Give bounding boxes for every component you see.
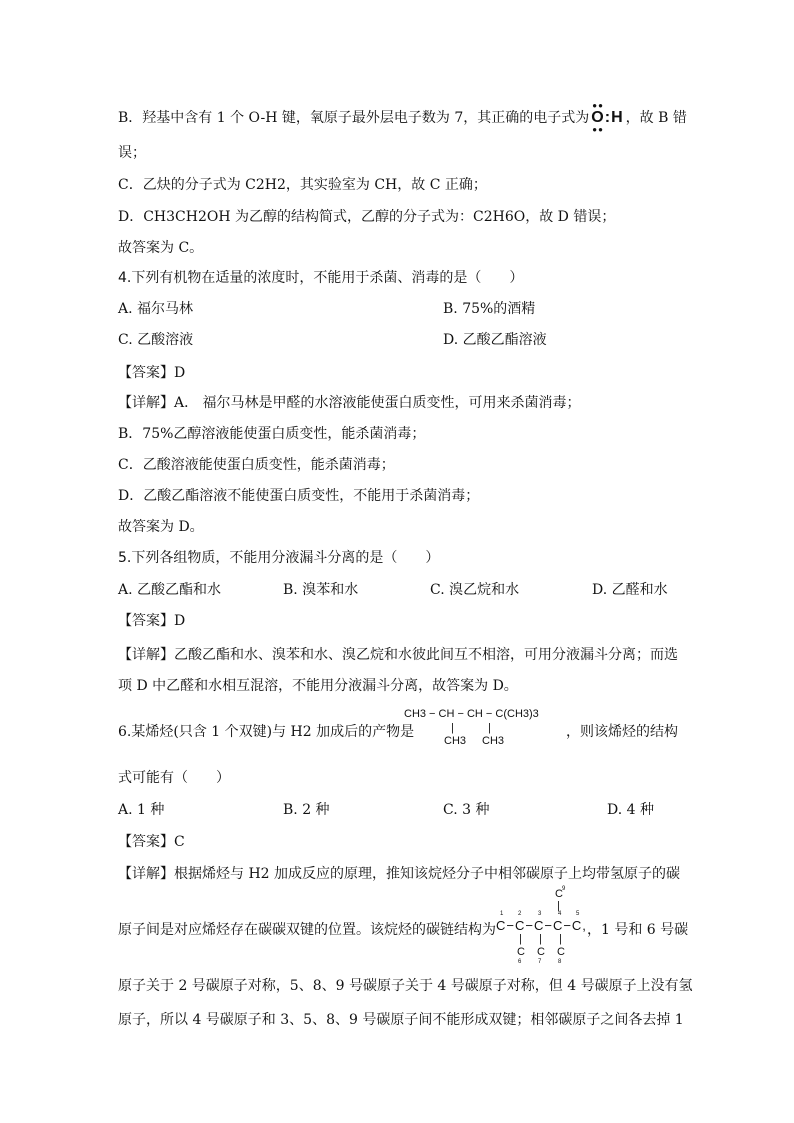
carbon-number-9: 9	[562, 886, 566, 892]
line-b-suffix: ，故 B 错	[625, 110, 687, 126]
lone-pair-dots-bottom: ●●	[592, 125, 604, 134]
bottom-bond-3: |	[559, 933, 562, 945]
q4-option-c: C. 乙酸溶液	[118, 332, 194, 348]
carbon-main-chain: C−C−C−C−C,	[496, 918, 587, 933]
structure-branch-2: CH3	[482, 735, 505, 747]
q6-option-c: C. 3 种	[443, 802, 490, 818]
carbon-chain-structure	[496, 886, 588, 970]
q4-conclusion: 故答案为 D。	[118, 519, 204, 535]
answer-line-3: 故答案为 C。	[118, 240, 204, 256]
carbon-number-5: 5	[576, 911, 580, 917]
q4-option-b: B. 75%的酒精	[443, 301, 536, 317]
question-6-cont: 式可能有（ ）	[118, 770, 230, 786]
q4-option-a: A. 福尔马林	[118, 301, 194, 317]
line-d: D．CH3CH2OH 为乙醇的结构简式，乙醇的分子式为：C2H6O，故 D 错误；	[118, 209, 616, 225]
carbon-number-3: 3	[538, 911, 542, 917]
carbon-number-4: 4	[558, 911, 562, 917]
branch-bond-2: |	[488, 722, 491, 734]
q4-detail-d: D．乙酸乙酯溶液不能使蛋白质变性，不能用于杀菌消毒；	[118, 488, 480, 504]
q5-option-b: B. 溴苯和水	[283, 582, 359, 598]
top-bond: |	[557, 900, 560, 912]
q5-answer: 【答案】D	[118, 613, 186, 629]
electron-formula	[589, 101, 625, 134]
q6-detail-1: 【详解】根据烯烃与 H2 加成反应的原理，推知该烷烃分子中相邻碳原子上均带氢原子的碳	[118, 866, 681, 882]
question-6-prefix: 6.某烯烃(只含 1 个双键)与 H2 加成后的产物是	[118, 724, 415, 740]
q6-detail-2-prefix: 原子间是对应烯烃存在碳碳双键的位置。该烷烃的碳链结构为	[118, 922, 496, 938]
carbon-number-1: 1	[500, 911, 504, 917]
carbon-number-6: 6	[518, 959, 522, 965]
q6-detail-4: 原子，所以 4 号碳原子和 3、5、8、9 号碳原子间不能形成双键；相邻碳原子之间各去掉 1	[118, 1012, 684, 1028]
q5-detail-2: 项 D 中乙醛和水相互混溶，不能用分液漏斗分离，故答案为 D。	[118, 678, 518, 694]
carbon-bottom-8: C	[557, 946, 565, 958]
structure-formula-product	[404, 708, 574, 752]
carbon-number-7: 7	[538, 959, 542, 965]
line-c: C．乙炔的分子式为 C2H2，其实验室为 CH，故 C 正确；	[118, 177, 487, 193]
q6-option-b: B. 2 种	[283, 802, 330, 818]
q6-answer: 【答案】C	[118, 834, 185, 850]
line-b	[118, 101, 687, 134]
q4-detail-a: 【详解】A． 福尔马林是甲醛的水溶液能使蛋白质变性，可用来杀菌消毒；	[118, 395, 581, 411]
carbon-number-2: 2	[518, 911, 522, 917]
q6-option-a: A. 1 种	[118, 802, 165, 818]
bottom-bond-2: |	[539, 933, 542, 945]
carbon-bottom-7: C	[537, 946, 545, 958]
q5-detail-1: 【详解】乙酸乙酯和水、溴苯和水、溴乙烷和水彼此间互不相溶，可用分液漏斗分离；而选	[118, 647, 678, 663]
carbon-top: C	[555, 888, 563, 900]
bottom-bond-1: |	[519, 933, 522, 945]
structure-branch-1: CH3	[444, 735, 467, 747]
carbon-number-8: 8	[558, 959, 562, 965]
q5-option-d: D. 乙醛和水	[592, 582, 668, 598]
structure-main-chain: CH3 − CH − CH − C(CH3)3	[404, 708, 539, 720]
q6-option-d: D. 4 种	[607, 802, 654, 818]
q4-detail-b: B．75%乙醇溶液能使蛋白质变性，能杀菌消毒；	[118, 426, 426, 442]
branch-bond-1: |	[451, 722, 454, 734]
q6-detail-2-suffix: ，1 号和 6 号碳	[587, 922, 689, 938]
question-6-suffix: ，则该烯烃的结构	[566, 724, 678, 740]
q4-option-d: D. 乙酸乙酯溶液	[443, 332, 547, 348]
electron-formula-text: O:H	[591, 109, 624, 126]
line-b-prefix: B．羟基中含有 1 个 O-H 键，氧原子最外层电子数为 7，其正确的电子式为	[118, 110, 590, 126]
q4-answer: 【答案】D	[118, 365, 186, 381]
q6-detail-3: 原子关于 2 号碳原子对称，5、8、9 号碳原子关于 4 号碳原子对称，但 4 号碳原子上没有氢	[118, 978, 693, 994]
q5-option-a: A. 乙酸乙酯和水	[118, 582, 222, 598]
lone-pair-dots-top: ●●	[592, 101, 604, 110]
question-5: 5.下列各组物质，不能用分液漏斗分离的是（ ）	[118, 550, 440, 566]
line-b-cont: 误；	[118, 145, 146, 161]
q4-detail-c: C．乙酸溶液能使蛋白质变性，能杀菌消毒；	[118, 457, 395, 473]
q5-option-c: C. 溴乙烷和水	[430, 582, 520, 598]
question-4: 4.下列有机物在适量的浓度时，不能用于杀菌、消毒的是（ ）	[118, 270, 524, 286]
carbon-bottom-6: C	[517, 946, 525, 958]
